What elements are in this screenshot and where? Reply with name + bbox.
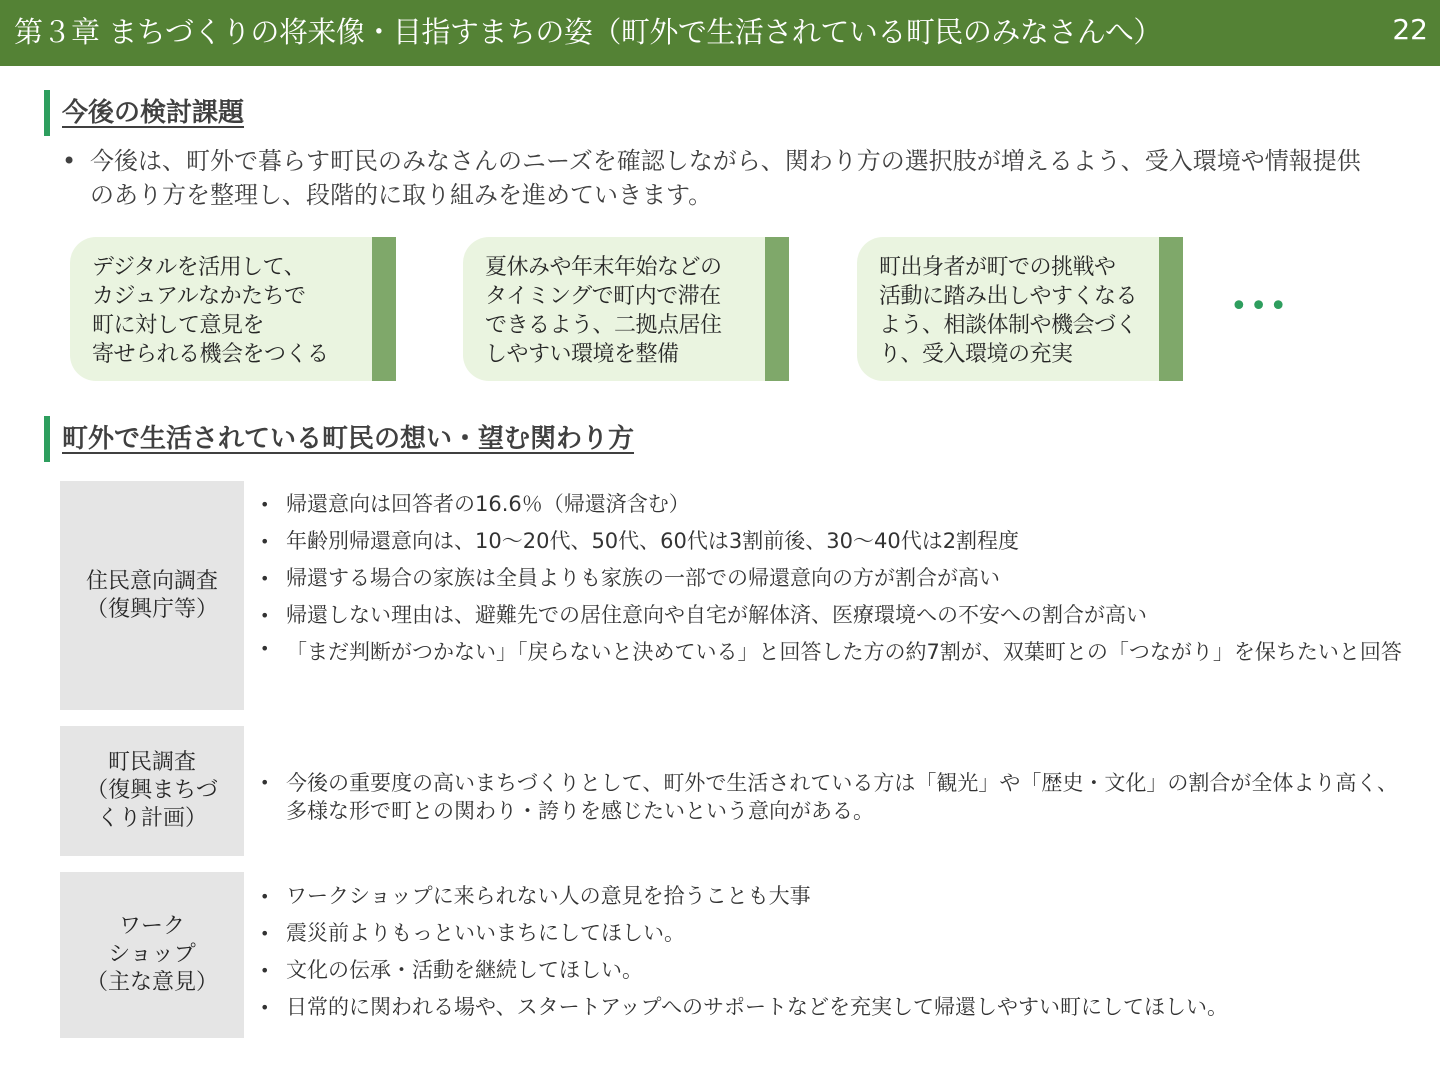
list-item: • 帰還しない理由は、避難先での居住意向や自宅が解体済、医療環境への不安への割合が高い xyxy=(258,597,1408,634)
list-item: • 文化の伝承・活動を継続してほしい。 xyxy=(258,952,1408,989)
list-item: • ワークショップに来られない人の意見を拾うことも大事 xyxy=(258,878,1408,915)
row-label-town-survey: 町民調査 （復興まちづ くり計画） xyxy=(60,726,244,856)
section-heading-future-issues: 今後の検討課題 xyxy=(44,90,244,136)
list-item: • 日常的に関われる場や、スタートアップへのサポートなどを充実して帰還しやすい町にしてほしい。 xyxy=(258,989,1408,1026)
bullet-list-resident-survey xyxy=(258,486,1408,667)
list-item: • 帰還する場合の家族は全員よりも家族の一部での帰還意向の方が割合が高い xyxy=(258,560,1408,597)
section-heading-residents-wishes: 町外で生活されている町民の想い・望む関わり方 xyxy=(44,416,634,462)
list-item: • 「まだ判断がつかない」「戻らないと決めている」と回答した方の約7割が、双葉町との「つながり」を保ちたいと回答 xyxy=(258,634,1408,667)
list-item: • 今後の重要度の高いまちづくりとして、町外で生活されている方は「観光」や「歴史・文化」の割合が全体より高く、多様な形で町との関わり・誇りを感じたいという意向がある。 xyxy=(258,769,1408,825)
chapter-title: 第３章 まちづくりの将来像・目指すまちの姿（町外で生活されている町民のみなさんへ） xyxy=(14,15,1162,49)
list-item: • 震災前よりもっといいまちにしてほしい。 xyxy=(258,915,1408,952)
bullet-dot: • xyxy=(62,147,77,175)
card-text: 町出身者が町での挑戦や 活動に踏み出しやすくなる よう、相談体制や機会づく り、受入環境の充実 xyxy=(879,255,1138,367)
intro-text: 今後は、町外で暮らす町民のみなさんのニーズを確認しながら、関わり方の選択肢が増えるよう、受入環境や情報提供のあり方を整理し、段階的に取り組みを進めていきます。 xyxy=(90,147,1361,209)
initiative-card-support xyxy=(857,237,1183,381)
more-ellipsis-icon: ••• xyxy=(1230,289,1290,324)
card-text: デジタルを活用して、 カジュアルなかたちで 町に対して意見を 寄せられる機会をつくる xyxy=(92,255,329,367)
card-accent-bar xyxy=(1159,237,1183,381)
initiative-card-digital xyxy=(70,237,396,381)
list-item: • 帰還意向は回答者の16.6％（帰還済含む） xyxy=(258,486,1408,523)
bullet-list-town-survey xyxy=(258,769,1408,825)
page-header xyxy=(0,0,1440,66)
page-number: 22 xyxy=(1392,13,1428,46)
card-accent-bar xyxy=(765,237,789,381)
card-text: 夏休みや年末年始などの タイミングで町内で滞在 できるよう、二拠点居住 しやすい環境を整備 xyxy=(485,255,722,367)
card-accent-bar xyxy=(372,237,396,381)
row-label-resident-survey: 住民意向調査 （復興庁等） xyxy=(60,481,244,710)
list-item: • 年齢別帰還意向は、10～20代、50代、60代は3割前後、30～40代は2割程度 xyxy=(258,523,1408,560)
initiative-card-dual-residence xyxy=(463,237,789,381)
intro-paragraph xyxy=(62,144,1362,212)
row-label-workshop: ワーク ショップ （主な意見） xyxy=(60,872,244,1038)
bullet-list-workshop xyxy=(258,878,1408,1026)
